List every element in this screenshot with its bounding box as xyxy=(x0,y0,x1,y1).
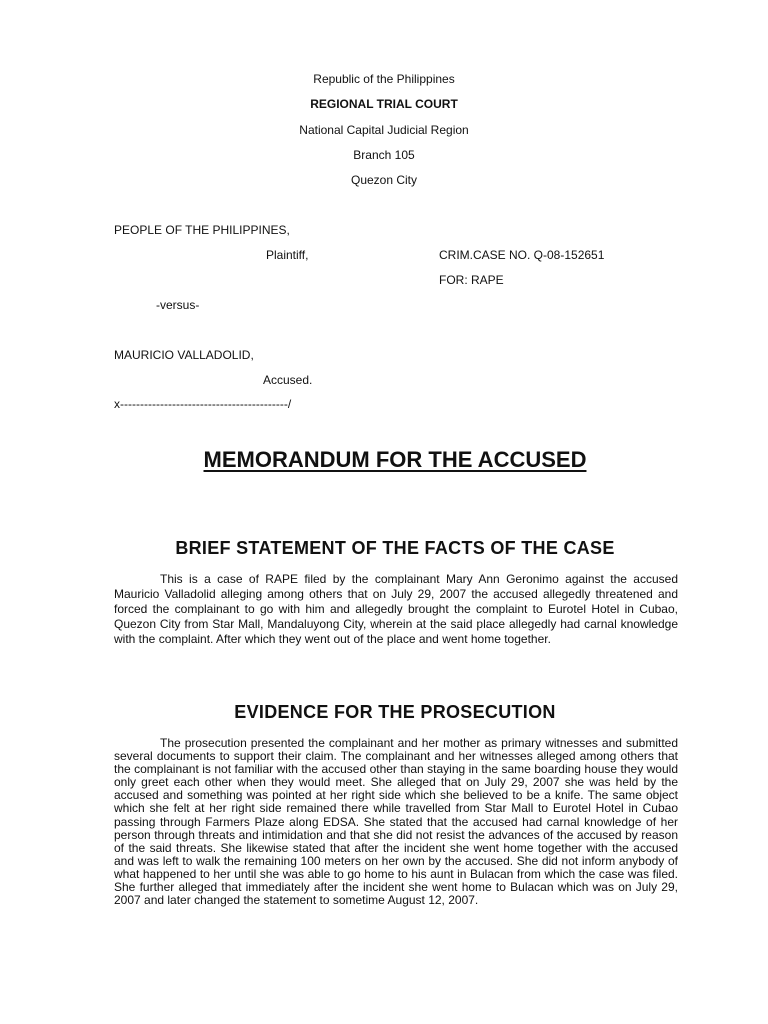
prosecution-evidence-paragraph: The prosecution presented the complainant and her mother as primary witnesses and submitted several documents to support their claim. The complainant and her witnesses alleged among others that the complainant is not familiar with the accused other than staying in the same boarding house they would only greet each other when they would meet. She alleged that on July 29, 2007 she was held by the accused and something was pointed at her right side which she believed to be a knife. The same object which she felt at her right side remained there while travelled from Star Mall to Eurotel Hotel in Cubao passing through Farmers Plaze along EDSA. She stated that the accused had carnal knowledge of her person through threats and intimidation and that she did not resist the advances of the accused by reason of the said threats. She likewise stated that after the incident she went home together with the accused and was left to walk the remaining 100 meters on her own by the accused. She did not inform anybody of what happened to her until she was able to go home to his aunt in Bulacan from which the case was filed. She further alleged that immediately after the incident she went home to Bulacan which was on July 29, 2007 and later changed the statement to sometime August 12, 2007. xyxy=(114,736,678,908)
plaintiff-role: Plaintiff, xyxy=(266,248,309,262)
case-number: CRIM.CASE NO. Q-08-152651 xyxy=(439,248,605,262)
city-line: Quezon City xyxy=(350,173,418,187)
accused-name: MAURICIO VALLADOLID, xyxy=(114,348,254,362)
caption-separator: x------------------------------------------/ xyxy=(114,397,292,411)
offense-line: FOR: RAPE xyxy=(439,273,504,287)
versus-line: -versus- xyxy=(156,298,200,312)
document-title: MEMORANDUM FOR THE ACCUSED xyxy=(203,447,587,472)
court-name: REGIONAL TRIAL COURT xyxy=(310,97,458,111)
facts-paragraph: This is a case of RAPE filed by the complainant Mary Ann Geronimo against the accused Mauricio Valladolid alleging among others that on July 29, 2007 the accused allegedly threatened and forced the complainant to go with him and allegedly brought the complaint to Eurotel Hotel in Cubao, Quezon City from Star Mall, Mandaluyong City, wherein at the said place allegedly had carnal knowledge with the complaint. After which they went out of the place and went home together. xyxy=(114,572,678,646)
accused-role: Accused. xyxy=(263,373,313,387)
branch-line: Branch 105 xyxy=(353,148,415,162)
republic-line: Republic of the Philippines xyxy=(313,72,455,86)
judicial-region: National Capital Judicial Region xyxy=(299,123,469,137)
facts-heading: BRIEF STATEMENT OF THE FACTS OF THE CASE xyxy=(175,538,615,558)
prosecution-evidence-heading: EVIDENCE FOR THE PROSECUTION xyxy=(234,702,556,722)
plaintiff-name: PEOPLE OF THE PHILIPPINES, xyxy=(114,223,290,237)
